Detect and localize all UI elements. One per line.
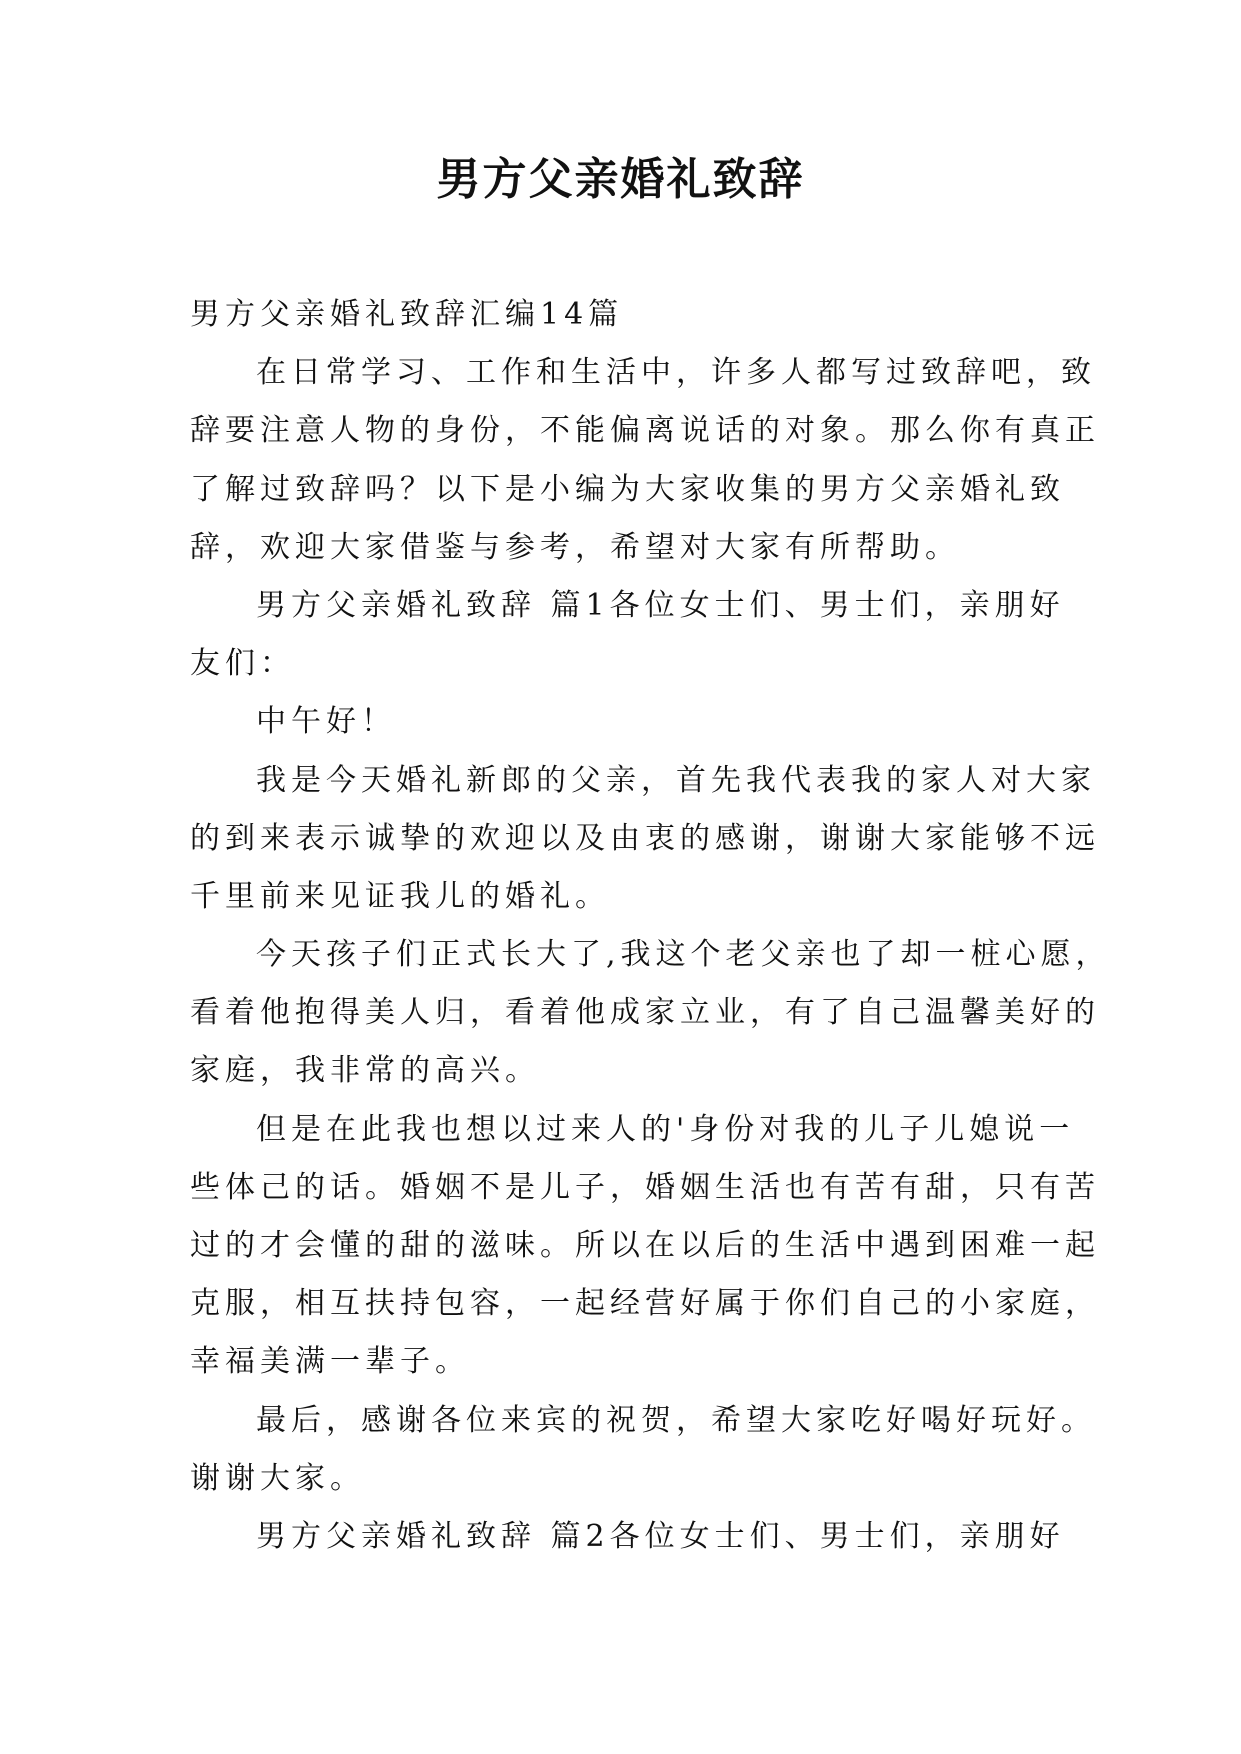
speech-1-line: 过的才会懂的甜的滋味。所以在以后的生活中遇到困难一起 xyxy=(190,1228,1100,1263)
intro-line: 了解过致辞吗？以下是小编为大家收集的男方父亲婚礼致 xyxy=(190,471,1065,507)
speech-1-line: 些体己的话。婚姻不是儿子，婚姻生活也有苦有甜，只有苦 xyxy=(190,1169,1100,1205)
intro-line: 辞要注意人物的身份，不能偏离说话的对象。那么你有真正 xyxy=(190,413,1100,449)
speech-1-line: 幸福美满一辈子。 xyxy=(190,1344,470,1380)
document-body xyxy=(190,286,1111,1566)
speech-1-line: 家庭，我非常的高兴。 xyxy=(190,1053,540,1089)
speech-1-closing-line: 谢谢大家。 xyxy=(190,1460,365,1496)
speech-1-greeting: 中午好！ xyxy=(256,704,396,740)
speech-1-line: 克服，相互扶持包容，一起经营好属于你们自己的小家庭， xyxy=(190,1286,1100,1322)
document-title: 男方父亲婚礼致辞 xyxy=(436,154,805,205)
speech-2-heading-line: 男方父亲婚礼致辞 篇2各位女士们、男士们，亲朋好 xyxy=(256,1518,1065,1554)
speech-1-line: 看着他抱得美人归，看着他成家立业，有了自己温馨美好的 xyxy=(190,995,1100,1031)
collection-heading: 男方父亲婚礼致辞汇编14篇 xyxy=(190,297,624,332)
speech-1-line: 我是今天婚礼新郎的父亲，首先我代表我的家人对大家 xyxy=(256,762,1096,798)
intro-line: 辞，欢迎大家借鉴与参考，希望对大家有所帮助。 xyxy=(190,529,960,565)
speech-1-closing-line: 最后，感谢各位来宾的祝贺，希望大家吃好喝好玩好。 xyxy=(256,1402,1096,1438)
speech-1-heading-line: 友们： xyxy=(190,646,295,682)
intro-line: 在日常学习、工作和生活中，许多人都写过致辞吧，致 xyxy=(256,355,1096,391)
speech-1-line: 但是在此我也想以过来人的'身份对我的儿子儿媳说一 xyxy=(256,1111,1075,1147)
speech-1-line: 今天孩子们正式长大了,我这个老父亲也了却一桩心愿， xyxy=(256,937,1111,973)
speech-1-heading-line: 男方父亲婚礼致辞 篇1各位女士们、男士们，亲朋好 xyxy=(256,587,1065,623)
speech-1-line: 的到来表示诚挚的欢迎以及由衷的感谢，谢谢大家能够不远 xyxy=(190,820,1100,856)
speech-1-line: 千里前来见证我儿的婚礼。 xyxy=(190,878,610,914)
